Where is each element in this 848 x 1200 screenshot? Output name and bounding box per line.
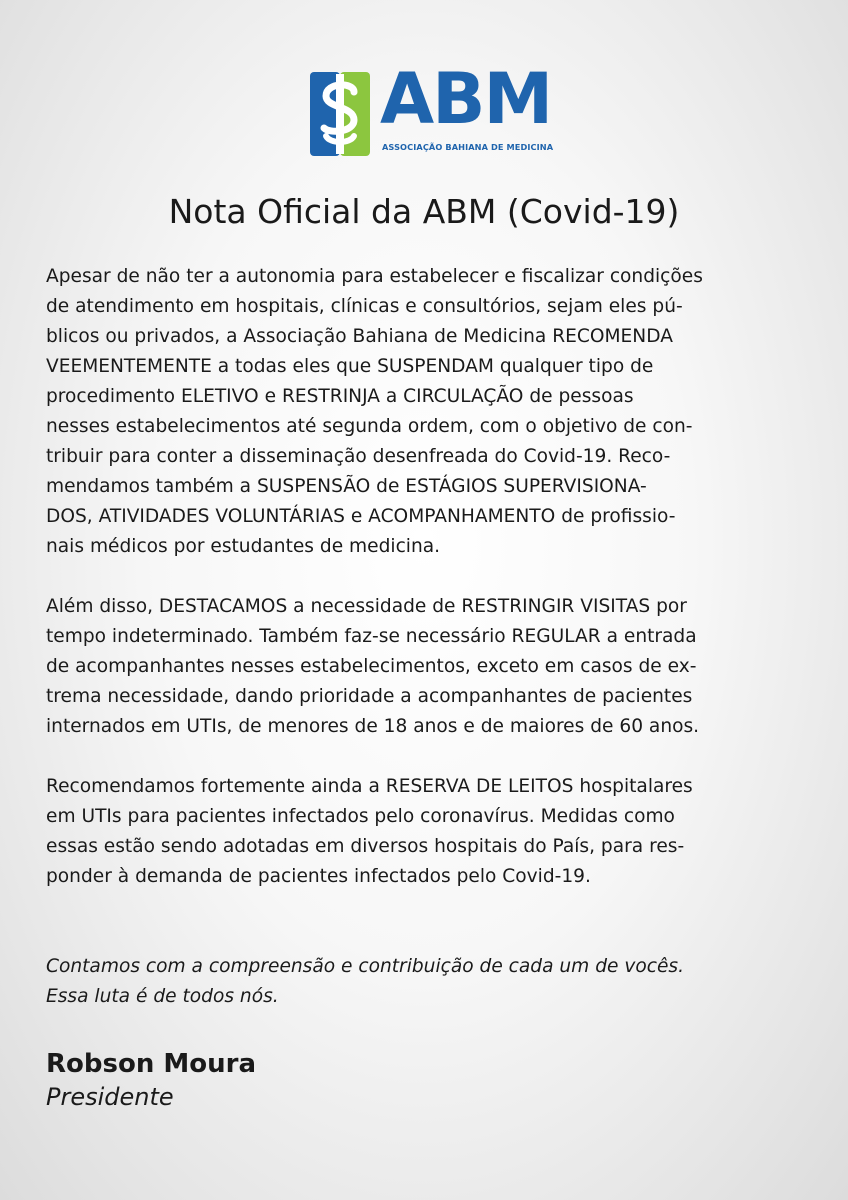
signer-name: Robson Moura [46,1049,257,1079]
paragraph-line: em UTIs para pacientes infectados pelo coronavírus. Medidas como [46,806,675,827]
logo-subtitle: ASSOCIAÇÃO BAHIANA DE MEDICINA [382,142,554,152]
paragraph-line: ponder à demanda de pacientes infectados pelo Covid-19. [46,866,591,887]
paragraph-line: internados em UTIs, de menores de 18 anos e de maiores de 60 anos. [46,716,700,737]
abm-logo [310,58,554,158]
closing-message [46,952,816,1012]
paragraph-2 [46,592,816,742]
paragraph-line: de atendimento em hospitais, clínicas e consultórios, sejam eles pú- [46,296,683,317]
paragraph-line: de acompanhantes nesses estabelecimentos, exceto em casos de ex- [46,656,697,677]
page-title: Nota Oficial da ABM (Covid-19) [168,192,680,231]
paragraph-line: tempo indeterminado. Também faz-se necessário REGULAR a entrada [46,626,697,647]
paragraph-line: trema necessidade, dando prioridade a acompanhantes de pacientes [46,686,693,707]
paragraph-3 [46,772,816,892]
paragraph-line: mendamos também a SUSPENSÃO de ESTÁGIOS SUPERVISIONA- [46,476,647,497]
logo-letters: ABM [380,58,552,140]
signer-role: Presidente [46,1083,174,1111]
caduceus-logo-icon [310,72,370,156]
paragraph-1 [46,262,816,562]
paragraph-line: Apesar de não ter a autonomia para estabelecer e fiscalizar condições [46,266,703,287]
paragraph-line: Além disso, DESTACAMOS a necessidade de RESTRINGIR VISITAS por [46,596,687,617]
paragraph-line: VEEMENTEMENTE a todas eles que SUSPENDAM qualquer tipo de [46,356,654,377]
closing-line: Essa luta é de todos nós. [46,986,279,1007]
paragraph-line: nesses estabelecimentos até segunda ordem, com o objetivo de con- [46,416,693,437]
paragraph-line: DOS, ATIVIDADES VOLUNTÁRIAS e ACOMPANHAMENTO de profissio- [46,506,676,527]
paragraph-line: blicos ou privados, a Associação Bahiana de Medicina RECOMENDA [46,326,673,347]
paragraph-line: nais médicos por estudantes de medicina. [46,536,441,557]
paragraph-line: tribuir para conter a disseminação desenfreada do Covid-19. Reco- [46,446,671,467]
paragraph-line: Recomendamos fortemente ainda a RESERVA DE LEITOS hospitalares [46,776,693,797]
paragraph-line: essas estão sendo adotadas em diversos hospitais do País, para res- [46,836,685,857]
closing-line: Contamos com a compreensão e contribuição de cada um de vocês. [46,956,684,977]
paragraph-line: procedimento ELETIVO e RESTRINJA a CIRCULAÇÃO de pessoas [46,386,634,407]
